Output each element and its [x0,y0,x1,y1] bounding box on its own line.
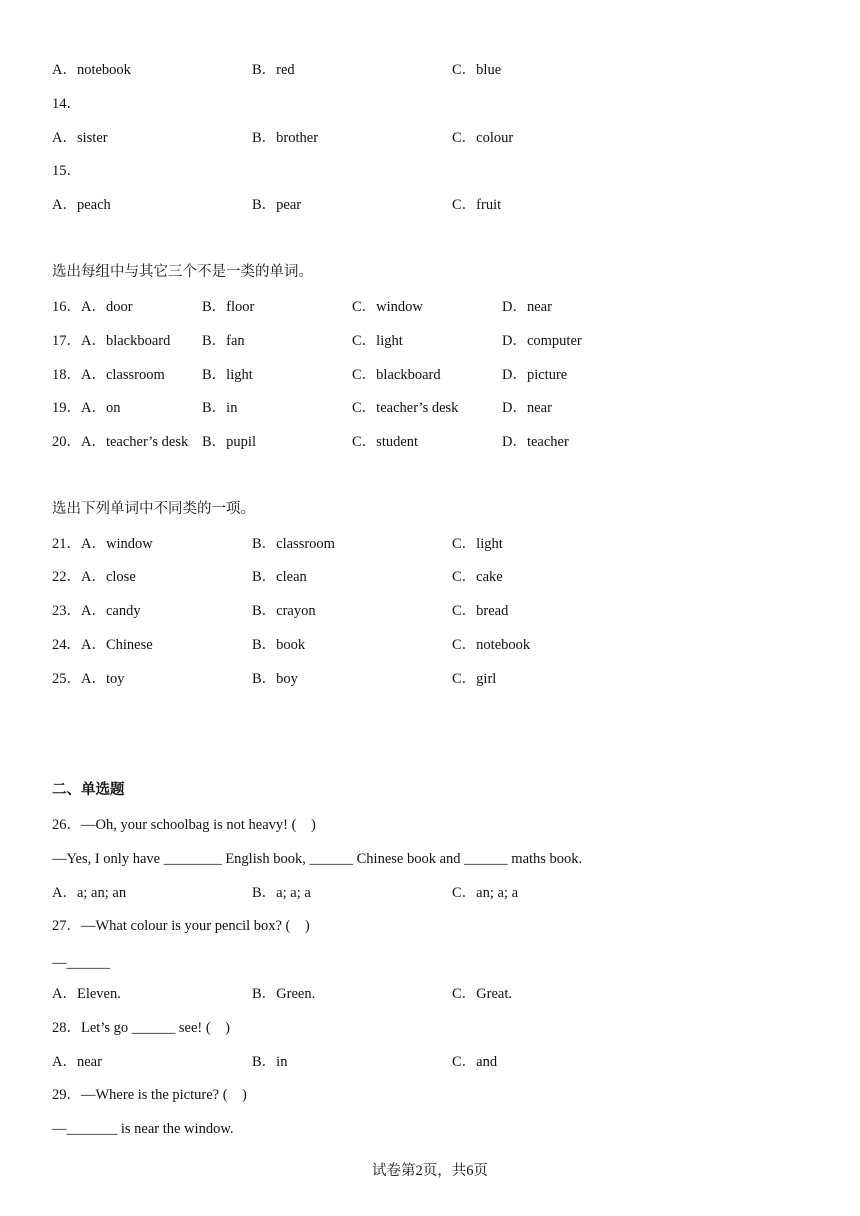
option-a: A．Eleven. [52,986,121,1002]
option-d: D．near [502,299,552,315]
q27-reply: —______ [52,955,110,971]
section-b-instruction: 选出下列单词中不同类的一项。 [52,501,255,517]
option-c: C．window [352,299,423,315]
option-a: A．notebook [52,62,131,78]
page-footer: 试卷第2页，共6页 [372,1163,488,1179]
option-b: B．in [202,400,238,416]
option-b: B．red [252,62,295,78]
option-b: B．book [252,637,306,653]
option-a: A．near [52,1054,102,1070]
option-c: C．colour [452,130,514,146]
q28-stem: 28．Let’s go ______ see! ( ) [52,1020,230,1036]
option-c: C．Great. [452,986,512,1002]
option-a: A．sister [52,130,108,146]
q26-reply: —Yes, I only have ________ English book, ______ Chinese book and ______ maths book. [52,851,583,867]
q15-number: 15． [52,163,81,179]
option-d: D．picture [502,367,568,383]
option-b: B．pear [252,197,302,213]
option-a: 19．A．on [52,400,121,416]
option-b: B．brother [252,130,319,146]
option-a: 25．A．toy [52,671,125,687]
option-c: C．light [352,333,403,349]
option-a: 23．A．candy [52,603,141,619]
q14-number: 14． [52,96,81,112]
option-b: B．floor [202,299,255,315]
option-a: 22．A．close [52,569,136,585]
section-a-instruction: 选出每组中与其它三个不是一类的单词。 [52,264,313,280]
q27-stem: 27．—What colour is your pencil box? ( ) [52,918,310,934]
q26-stem: 26．—Oh, your schoolbag is not heavy! ( ) [52,817,316,833]
option-a: 17．A．blackboard [52,333,171,349]
option-c: C．blue [452,62,502,78]
option-c: C．an; a; a [452,885,519,901]
section-heading: 二、单选题 [52,782,125,798]
option-a: 16．A．door [52,299,133,315]
option-b: B．fan [202,333,245,349]
option-a: 18．A．classroom [52,367,165,383]
option-b: B．classroom [252,536,335,552]
option-b: B．crayon [252,603,316,619]
q29-stem: 29．—Where is the picture? ( ) [52,1087,247,1103]
option-d: D．near [502,400,552,416]
option-d: D．teacher [502,434,569,450]
option-c: C．student [352,434,419,450]
option-c: C．girl [452,671,497,687]
option-a: 21．A．window [52,536,153,552]
option-c: C．bread [452,603,509,619]
option-c: C．cake [452,569,503,585]
option-c: C．and [452,1054,498,1070]
option-a: 24．A．Chinese [52,637,153,653]
option-d: D．computer [502,333,582,349]
option-b: B．pupil [202,434,256,450]
option-b: B．Green. [252,986,316,1002]
option-a: A．peach [52,197,111,213]
option-b: B．clean [252,569,307,585]
option-b: B．in [252,1054,288,1070]
option-b: B．a; a; a [252,885,311,901]
option-c: C．teacher’s desk [352,400,459,416]
option-c: C．notebook [452,637,531,653]
option-b: B．boy [252,671,298,687]
option-c: C．blackboard [352,367,441,383]
option-c: C．light [452,536,503,552]
option-b: B．light [202,367,253,383]
option-c: C．fruit [452,197,502,213]
option-a: 20．A．teacher’s desk [52,434,189,450]
option-a: A．a; an; an [52,885,127,901]
q29-reply: —_______ is near the window. [52,1121,234,1137]
